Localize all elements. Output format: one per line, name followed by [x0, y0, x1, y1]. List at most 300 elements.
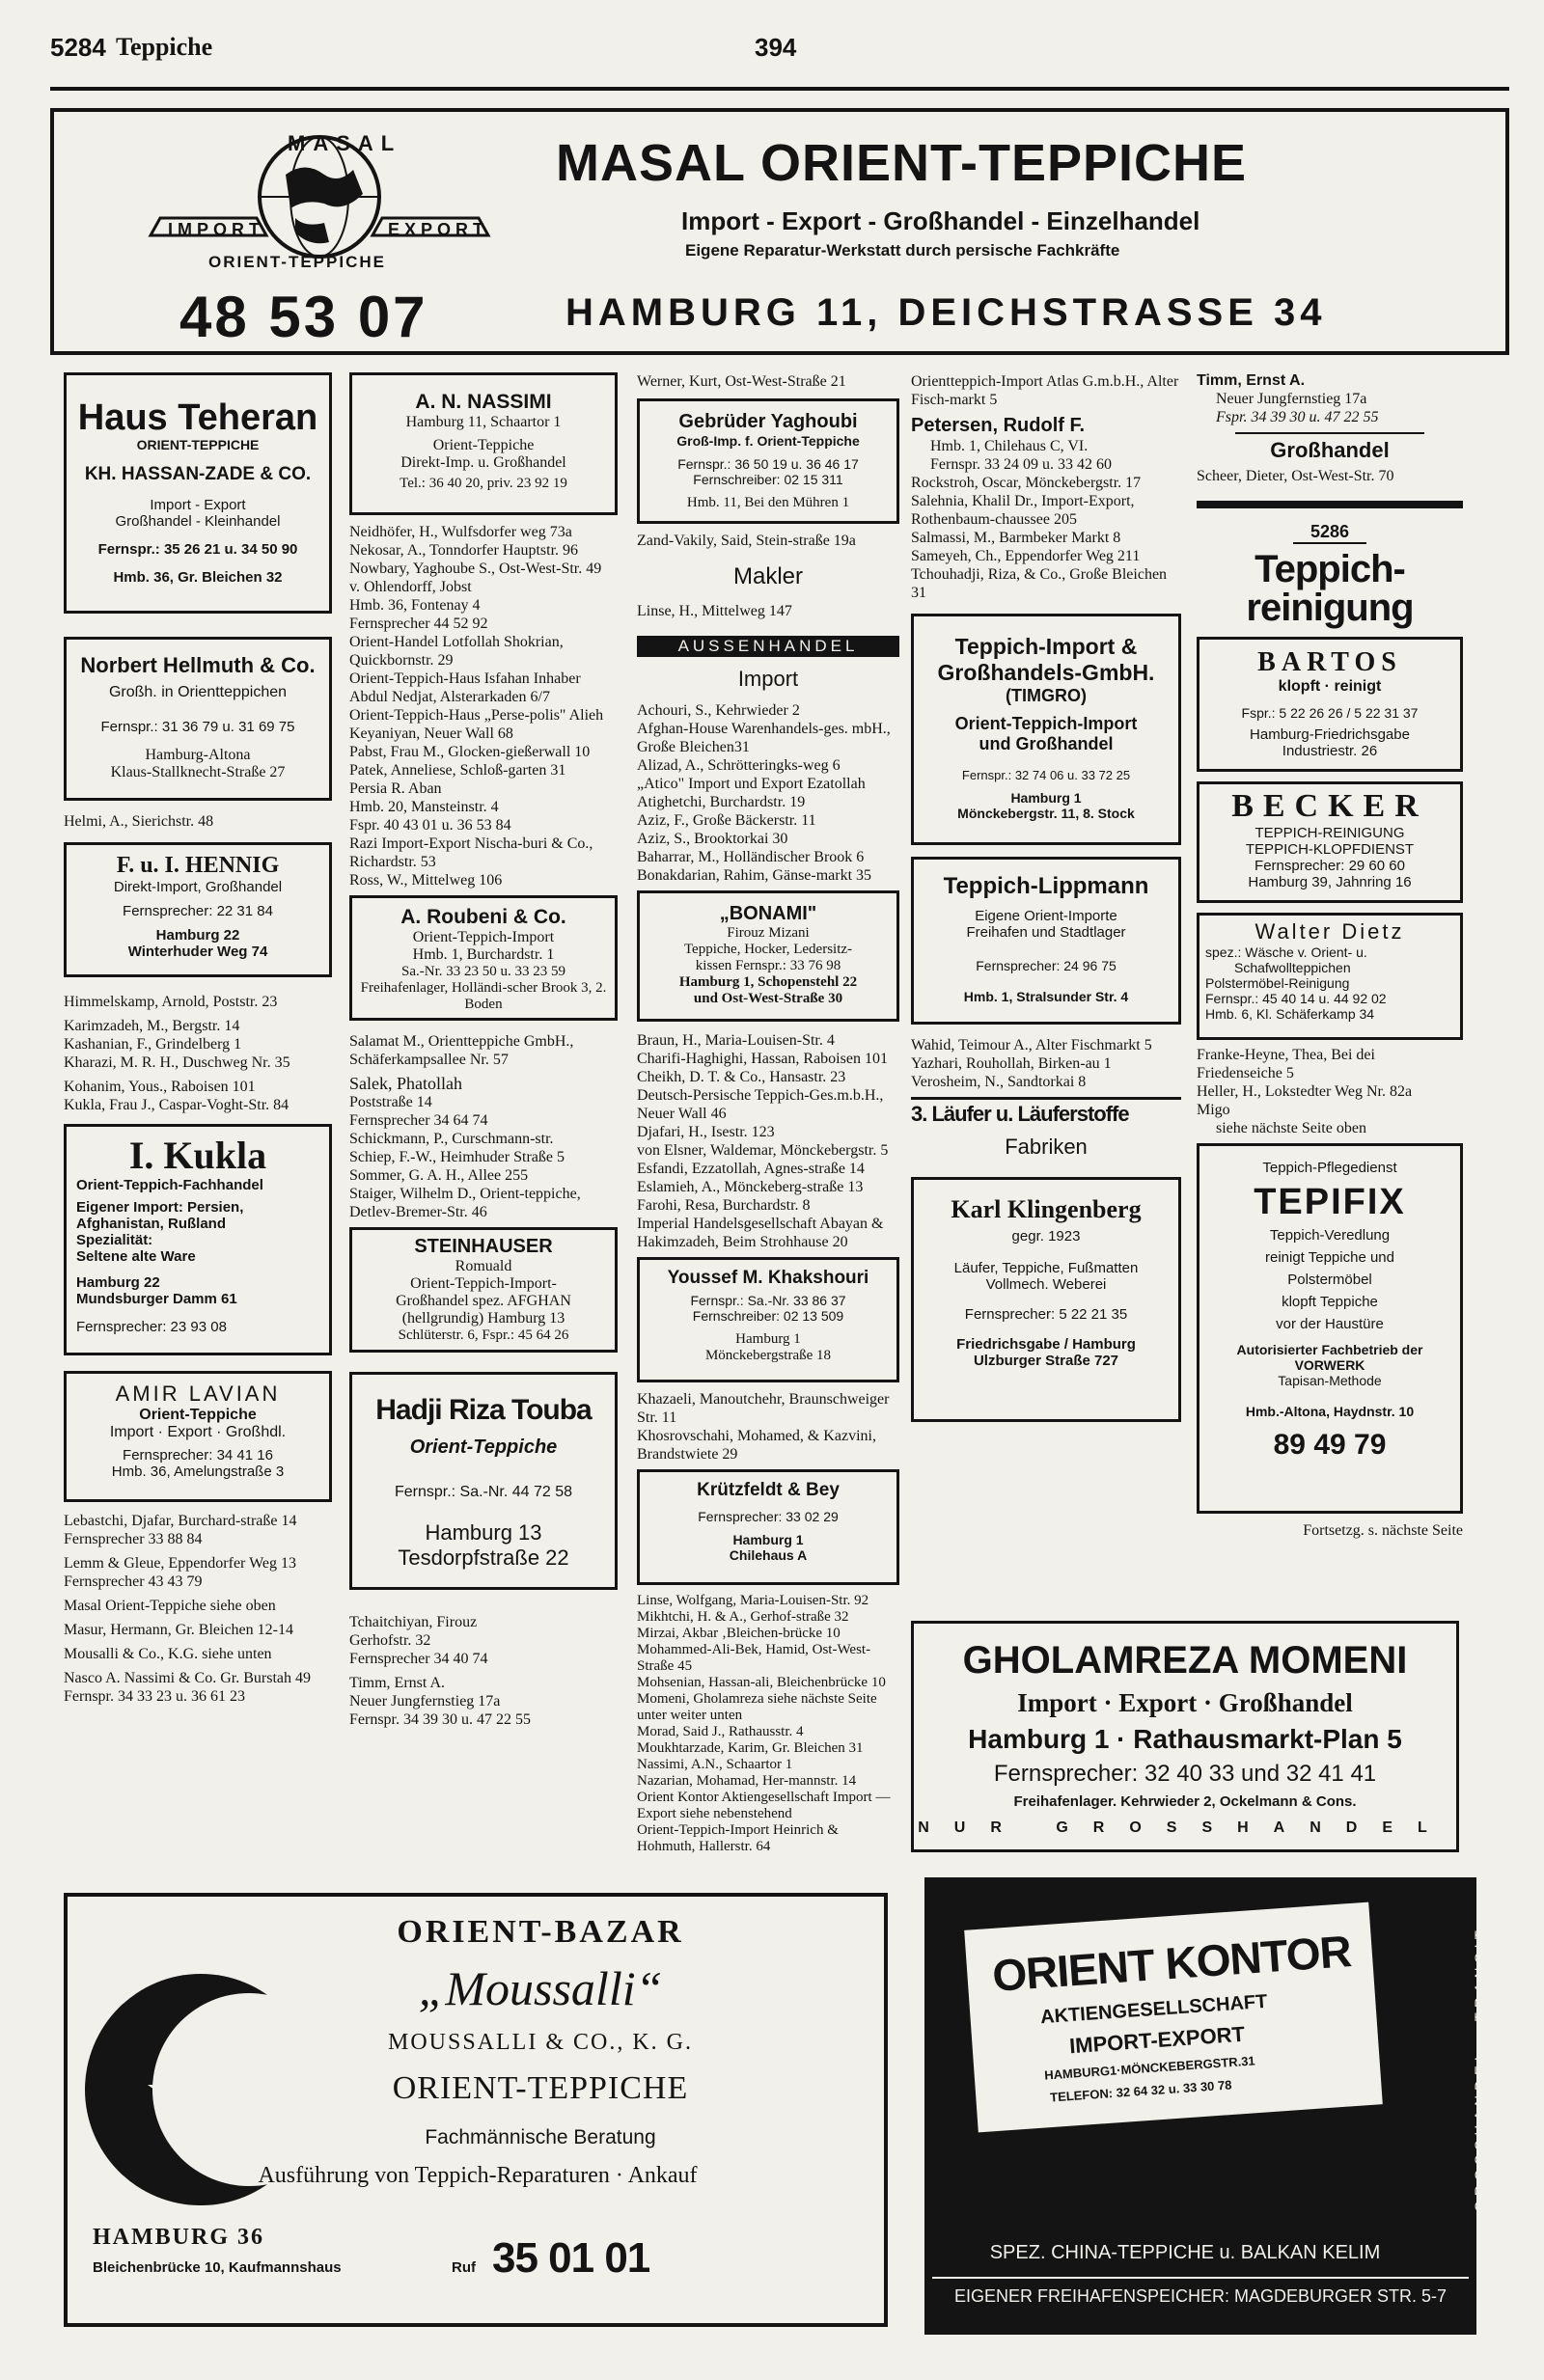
- section-rule: [1197, 501, 1463, 508]
- list-item: Karimzadeh, M., Bergstr. 14: [64, 1018, 240, 1034]
- lippmann-phone: Fernsprecher: 24 96 75: [976, 958, 1117, 973]
- list-item: Timm, Ernst A.: [349, 1675, 445, 1691]
- hennig-line1: Direkt-Import, Großhandel: [113, 879, 283, 895]
- heading-reinigung-1: Teppich-: [1254, 548, 1405, 590]
- list-item: Aziz, S., Brooktorkai 30: [637, 831, 788, 847]
- list-item: Afghan-House Warenhandels-ges. mbH., Große Bleichen31: [637, 721, 891, 755]
- roubeni-phone: Sa.-Nr. 33 23 50 u. 33 23 59: [401, 964, 565, 979]
- list-item: Sommer, G. A. H., Allee 255: [349, 1167, 529, 1184]
- momeni-grosshandel: NUR GROSSHANDEL: [918, 1819, 1452, 1836]
- list-item: Sameyeh, Ch., Eppendorfer Weg 211: [911, 548, 1141, 564]
- list-item: Khazaeli, Manoutchehr, Braunschweiger Str. 11: [637, 1391, 890, 1426]
- list-item: Ross, W., Mittelweg 106: [349, 872, 503, 889]
- tepifix-name: TEPIFIX: [1254, 1182, 1406, 1222]
- list-item: Pabst, Frau M., Glocken-gießerwall 10: [349, 744, 591, 760]
- dietz-line1: spez.: Wäsche v. Orient- u.: [1205, 944, 1367, 960]
- list-item: Orient-Teppich-Haus Isfahan Inhaber Abdul Nedjat, Alsterarkaden 6/7: [349, 670, 581, 705]
- hellmuth-street: Klaus-Stallknecht-Straße 27: [110, 764, 286, 780]
- list-item: Salmassi, M., Barmbeker Markt 8: [911, 530, 1121, 546]
- hellmuth-name: Norbert Hellmuth & Co.: [80, 653, 316, 677]
- momeni-phone: Fernsprecher: 32 40 33 und 32 41 41: [993, 1761, 1377, 1787]
- touba-street: Tesdorpfstraße 22: [398, 1546, 569, 1570]
- yaghoubi-telex: Fernschreiber: 02 15 311: [693, 472, 843, 487]
- bonami-address1: Hamburg 1, Schopenstehl 22: [678, 974, 858, 990]
- list-item: Lemm & Gleue, Eppendorfer Weg 13: [64, 1555, 297, 1572]
- list-item: Moukhtarzade, Karim, Gr. Bleichen 31: [637, 1740, 864, 1756]
- timgro-line2: und Großhandel: [979, 734, 1114, 753]
- list-item: Mikhtchi, H. & A., Gerhof-straße 32: [637, 1609, 849, 1625]
- ad-orient-bazar: [64, 1893, 888, 2327]
- ad-steinhauser: [349, 1227, 618, 1353]
- masal-workshop: Eigene Reparatur-Werkstatt durch persische Fachkräfte: [685, 241, 1120, 260]
- heading-aussenhandel: AUSSENHANDEL: [637, 636, 899, 657]
- yaghoubi-address: Hmb. 11, Bei den Mühren 1: [686, 495, 850, 510]
- lavian-line1: Orient-Teppiche: [139, 1407, 257, 1423]
- lippmann-line1: Eigene Orient-Importe: [975, 908, 1117, 924]
- tepifix-line2: reinigt Teppiche und: [1265, 1249, 1394, 1266]
- tepifix-line1: Teppich-Veredlung: [1269, 1227, 1391, 1244]
- timgro-name2: Großhandels-GmbH.: [937, 660, 1155, 685]
- list-item: Franke-Heyne, Thea, Bei dei Friedenseiche 5: [1197, 1047, 1375, 1081]
- kontor-spez: SPEZ. CHINA-TEPPICHE u. BALKAN KELIM: [989, 2242, 1381, 2263]
- masal-logo-caption: ORIENT-TEPPICHE: [208, 253, 386, 271]
- timgro-city: Hamburg 1: [1010, 790, 1082, 806]
- section-code: 5286: [1293, 522, 1366, 544]
- heading-reinigung-2: reinigung: [1246, 587, 1414, 629]
- khakshouri-city: Hamburg 1: [735, 1331, 801, 1347]
- lippmann-name: Teppich-Lippmann: [943, 873, 1149, 899]
- page-header: [50, 33, 1507, 71]
- ad-becker: [1197, 781, 1463, 903]
- list-col4-d: [911, 1036, 1181, 1091]
- list-item: Neuer Jungfernstieg 17a: [349, 1693, 501, 1710]
- kukla-line4: Seltene alte Ware: [76, 1248, 196, 1265]
- bazar-ruf: Ruf: [452, 2259, 476, 2276]
- list-col3-b: [637, 1031, 899, 1251]
- lavian-phone: Fernsprecher: 34 41 16: [123, 1447, 273, 1464]
- entry-werner: Werner, Kurt, Ost-West-Straße 21: [637, 373, 846, 390]
- list-item: Hmb. 1, Chilehaus C, VI.: [930, 438, 1089, 454]
- kruetzfeldt-city: Hamburg 1: [732, 1532, 804, 1547]
- list-item: Salek, Phatollah: [349, 1074, 462, 1093]
- bonami-phone: kissen Fernspr.: 33 76 98: [695, 958, 841, 973]
- column-5: [1197, 372, 1463, 1540]
- bazar-repair: Ausführung von Teppich-Reparaturen · Ankauf: [258, 2163, 698, 2188]
- tepifix-top: Teppich-Pflegedienst: [1262, 1160, 1397, 1176]
- bonami-line1: Firouz Mizani: [727, 925, 810, 941]
- nassimi-line3: Direkt-Imp. u. Großhandel: [400, 454, 566, 471]
- list-item: Mohsenian, Hassan-ali, Bleichenbrücke 10: [637, 1675, 886, 1690]
- ad-orient-kontor: [924, 1877, 1489, 2335]
- ad-lavian: [64, 1371, 332, 1502]
- list-item: Fernspr. 33 24 09 u. 33 42 60: [930, 456, 1112, 473]
- hellmuth-phone: Fernspr.: 31 36 79 u. 31 69 75: [100, 719, 295, 735]
- list-item: Fernsprecher 44 52 92: [349, 616, 488, 632]
- klingenberg-line1: gegr. 1923: [1011, 1228, 1081, 1245]
- list-item: Mohammed-Ali-Bek, Hamid, Ost-West-Straße 45: [637, 1642, 871, 1674]
- list-col2-b: [349, 1032, 618, 1221]
- bazar-script: „Moussalli“: [418, 1961, 663, 2015]
- klingenberg-line3: Vollmech. Weberei: [985, 1276, 1107, 1293]
- bazar-address: Bleichenbrücke 10, Kaufmannshaus: [93, 2259, 342, 2276]
- list-item: Fernsprecher 33 88 84: [64, 1531, 203, 1547]
- header-rule: [50, 87, 1509, 91]
- bartos-line1: klopft · reinigt: [1278, 678, 1382, 695]
- masal-export-label: EXPORT: [388, 220, 489, 239]
- klingenberg-city: Friedrichsgabe / Hamburg: [956, 1336, 1136, 1353]
- ad-khakshouri: [637, 1257, 899, 1382]
- list-item: Tchaitchiyan, Firouz: [349, 1614, 478, 1630]
- teheran-name: Haus Teheran: [77, 397, 318, 438]
- lippmann-address: Hmb. 1, Stralsunder Str. 4: [963, 989, 1129, 1004]
- list-item: Wahid, Teimour A., Alter Fischmarkt 5: [911, 1037, 1152, 1053]
- ad-roubeni: [349, 895, 618, 1021]
- masal-phone: 48 53 07: [179, 285, 428, 349]
- list-item: Farohi, Resa, Burchardstr. 8: [637, 1197, 811, 1214]
- bartos-city: Hamburg-Friedrichsgabe: [1250, 726, 1410, 743]
- tepifix-line8: Tapisan-Methode: [1278, 1373, 1382, 1388]
- tepifix-phone: 89 49 79: [1273, 1429, 1387, 1461]
- list-item: Salamat M., Orientteppiche GmbH., Schäferkampsallee Nr. 57: [349, 1033, 574, 1068]
- ad-kruetzfeldt: [637, 1469, 899, 1585]
- tepifix-line4: klopft Teppiche: [1282, 1294, 1378, 1310]
- khakshouri-name: Youssef M. Khakshouri: [667, 1268, 869, 1288]
- list-item: Orient-Handel Lotfollah Shokrian, Quickbornstr. 29: [349, 634, 564, 669]
- list-item: Fernsprecher 34 40 74: [349, 1651, 488, 1667]
- list-item: Djafari, H., Isestr. 123: [637, 1124, 775, 1140]
- yaghoubi-phone: Fernspr.: 36 50 19 u. 36 46 17: [677, 456, 859, 472]
- ad-timgro: [911, 614, 1181, 845]
- ad-momeni: [911, 1621, 1459, 1852]
- ad-lippmann: [911, 857, 1181, 1025]
- kukla-name: I. Kukla: [128, 1134, 267, 1177]
- column-1: [64, 372, 332, 1711]
- roubeni-line2: Hmb. 1, Burchardstr. 1: [412, 946, 555, 963]
- list-item: Orientteppich-Import Atlas G.m.b.H., Alter Fisch-markt 5: [911, 373, 1179, 408]
- page-ref: 5284: [50, 33, 106, 62]
- list-item: Schickmann, P., Curschmann-str.: [349, 1131, 554, 1147]
- steinhauser-line5: Schlüterstr. 6, Fspr.: 45 64 26: [398, 1327, 569, 1343]
- momeni-freihafen: Freihafenlager. Kehrwieder 2, Ockelmann & Cons.: [1013, 1793, 1357, 1810]
- teheran-owner: KH. HASSAN-ZADE & CO.: [84, 464, 312, 484]
- list-item: Himmelskamp, Arnold, Poststr. 23: [64, 994, 278, 1010]
- kukla-phone: Fernsprecher: 23 93 08: [76, 1319, 227, 1335]
- tepifix-line7: VORWERK: [1294, 1357, 1365, 1373]
- list-col5-a: [1197, 1046, 1463, 1137]
- list-item: Salehnia, Khalil Dr., Import-Export, Rothenbaum-chaussee 205: [911, 493, 1135, 528]
- list-item: Yazhari, Rouhollah, Birken-au 1: [911, 1055, 1112, 1072]
- kukla-line5: Hamburg 22: [76, 1274, 160, 1291]
- dietz-phone: Fernspr.: 45 40 14 u. 44 92 02: [1205, 991, 1387, 1006]
- bonami-name: „BONAMI": [719, 903, 817, 924]
- momeni-line2: Hamburg 1 · Rathausmarkt-Plan 5: [968, 1724, 1402, 1754]
- list-item: Linse, Wolfgang, Maria-Louisen-Str. 92: [637, 1593, 869, 1608]
- bazar-name: ORIENT-BAZAR: [397, 1914, 684, 1950]
- kontor-address: HAMBURG1·MÖNCKEBERGSTR.31: [1043, 2053, 1256, 2083]
- becker-line1: TEPPICH-REINIGUNG: [1254, 825, 1405, 841]
- ad-nassimi: [349, 372, 618, 515]
- ad-bonami: [637, 890, 899, 1022]
- list-col3-c: [637, 1390, 899, 1464]
- kukla-line1: Orient-Teppich-Fachhandel: [76, 1177, 263, 1193]
- hennig-phone: Fernsprecher: 22 31 84: [123, 903, 273, 919]
- touba-city: Hamburg 13: [425, 1520, 542, 1545]
- ad-hellmuth: [64, 637, 332, 801]
- klingenberg-phone: Fernsprecher: 5 22 21 35: [964, 1306, 1128, 1323]
- list-item: Mousalli & Co., K.G. siehe unten: [64, 1646, 272, 1662]
- nassimi-line1: Hamburg 11, Schaartor 1: [405, 414, 562, 430]
- touba-name: Hadji Riza Touba: [375, 1394, 592, 1426]
- roubeni-line1: Orient-Teppich-Import: [412, 929, 555, 945]
- heading-grosshandel: Großhandel: [1235, 432, 1424, 463]
- becker-address: Hamburg 39, Jahnring 16: [1248, 874, 1412, 890]
- heading-fabriken: Fabriken: [1005, 1135, 1088, 1159]
- ad-dietz: [1197, 913, 1463, 1040]
- list-item: Deutsch-Persische Teppich-Ges.m.b.H., Neuer Wall 46: [637, 1087, 884, 1122]
- kontor-ag: AKTIENGESELLSCHAFT: [1039, 1990, 1269, 2029]
- bazar-beratung: Fachmännische Beratung: [425, 2126, 656, 2148]
- list-item: Mirzai, Akbar ‚Bleichen-brücke 10: [637, 1626, 841, 1641]
- dietz-line3: Polstermöbel-Reinigung: [1205, 975, 1350, 991]
- list-item: Kukla, Frau J., Caspar-Voght-Str. 84: [64, 1097, 290, 1113]
- list-item: Fernspr. 34 39 30 u. 47 22 55: [349, 1711, 531, 1728]
- list-item: Nassimi, A.N., Schaartor 1: [637, 1757, 793, 1772]
- klingenberg-name: Karl Klingenberg: [951, 1195, 1142, 1223]
- ad-kukla: [64, 1124, 332, 1355]
- timm-street: Neuer Jungfernstieg 17a: [1216, 391, 1367, 407]
- steinhauser-line3: Großhandel spez. AFGHAN: [396, 1293, 571, 1309]
- yaghoubi-name: Gebrüder Yaghoubi: [678, 411, 858, 432]
- list-item: Nowbary, Yaghoube S., Ost-West-Str. 49: [349, 561, 602, 577]
- list-item: Imperial Handelsgesellschaft Abayan & Hakimzadeh, Beim Strohhause 20: [637, 1216, 884, 1250]
- hennig-name: F. u. I. HENNIG: [116, 853, 280, 878]
- list-item: Morad, Said J., Rathausstr. 4: [637, 1724, 804, 1739]
- continuation-note: Fortsetzg. s. nächste Seite: [1303, 1522, 1463, 1539]
- column-4: [911, 372, 1181, 1422]
- hellmuth-line1: Großh. in Orientteppichen: [108, 684, 288, 700]
- khakshouri-telex: Fernschreiber: 02 13 509: [692, 1308, 844, 1324]
- list-item: Orient-Teppich-Haus „Perse-polis" Alieh Keyaniyan, Neuer Wall 68: [349, 707, 604, 742]
- hennig-street: Winterhuder Weg 74: [127, 944, 268, 960]
- list-item: Schiep, F.-W., Heimhuder Straße 5: [349, 1149, 565, 1165]
- ad-klingenberg: [911, 1177, 1181, 1422]
- list-item: Kashanian, F., Grindelberg 1: [64, 1036, 242, 1053]
- list-item: siehe nächste Seite oben: [1216, 1120, 1366, 1136]
- ad-bartos: [1197, 637, 1463, 772]
- list-item: Kohanim, Yous., Raboisen 101: [64, 1079, 256, 1095]
- list-item: Orient Kontor Aktiengesellschaft Import — Export siehe nebenstehend: [637, 1790, 891, 1821]
- list-item: Staiger, Wilhelm D., Orient-teppiche, Detlev-Bremer-Str. 46: [349, 1186, 581, 1220]
- timgro-name3: (TIMGRO): [1006, 686, 1087, 705]
- ad-yaghoubi: [637, 398, 899, 524]
- lavian-line2: Import · Export · Großhdl.: [109, 1424, 287, 1440]
- list-item: Orient-Teppich-Import Heinrich & Hohmuth, Hallerstr. 64: [637, 1822, 839, 1854]
- list-item: Cheikh, D. T. & Co., Hansastr. 23: [637, 1069, 846, 1085]
- masal-services: Import - Export - Großhandel - Einzelhandel: [681, 206, 1200, 235]
- list-col4-b: [930, 437, 1181, 474]
- list-item: Fernspr. 34 33 23 u. 36 61 23: [64, 1688, 245, 1705]
- list-item: Poststraße 14: [349, 1094, 432, 1110]
- ad-haus-teheran: [64, 372, 332, 614]
- momeni-line1: Import · Export · Großhandel: [1017, 1688, 1353, 1717]
- list-item: von Elsner, Waldemar, Mönckebergstr. 5: [637, 1142, 889, 1159]
- list-item: Razi Import-Export Nischa-buri & Co., Richardstr. 53: [349, 835, 593, 870]
- masal-import-label: IMPORT: [168, 220, 264, 239]
- list-item: v. Ohlendorff, Jobst: [349, 579, 472, 595]
- heading-laeufer: 3. Läufer u. Läuferstoffe: [911, 1097, 1181, 1127]
- list-item: Braun, H., Maria-Louisen-Str. 4: [637, 1032, 835, 1049]
- hellmuth-city: Hamburg-Altona: [145, 747, 251, 763]
- yaghoubi-line1: Groß-Imp. f. Orient-Teppiche: [676, 433, 860, 449]
- kontor-side-text: GROSSHANDEL · TRANSIT: [1472, 1926, 1489, 2212]
- nassimi-name: A. N. NASSIMI: [415, 391, 552, 413]
- masal-ad: [50, 108, 1509, 355]
- entry-scheer: Scheer, Dieter, Ost-West-Str. 70: [1197, 468, 1394, 484]
- kukla-line2: Eigener Import: Persien, Afghanistan, Rußland: [76, 1199, 244, 1232]
- touba-sub: Orient-Teppiche: [409, 1436, 558, 1458]
- becker-name: BECKER: [1231, 788, 1428, 824]
- dietz-name: Walter Dietz: [1254, 919, 1405, 944]
- heading-import: Import: [737, 667, 799, 691]
- list-item: Hmb. 36, Fontenay 4: [349, 597, 481, 614]
- list-item: Momeni, Gholamreza siehe nächste Seite unter weiter unten: [637, 1691, 877, 1723]
- kukla-line6: Mundsburger Damm 61: [76, 1291, 237, 1307]
- masal-title: MASAL ORIENT-TEPPICHE: [556, 134, 1248, 192]
- klingenberg-line2: Läufer, Teppiche, Fußmatten: [953, 1260, 1139, 1276]
- bazar-phone: 35 01 01: [492, 2234, 650, 2282]
- list-item: Kharazi, M. R. H., Duschweg Nr. 35: [64, 1054, 290, 1071]
- khakshouri-street: Mönckebergstraße 18: [704, 1348, 832, 1363]
- list-col4-c: [911, 474, 1181, 602]
- kruetzfeldt-name: Krützfeldt & Bey: [697, 1480, 840, 1500]
- timgro-line1: Orient-Teppich-Import: [954, 714, 1138, 733]
- ad-hennig: [64, 842, 332, 977]
- bonami-line2: Teppiche, Hocker, Ledersitz-: [683, 942, 853, 957]
- dietz-address: Hmb. 6, Kl. Schäferkamp 34: [1205, 1006, 1375, 1022]
- list-item: Tchouhadji, Riza, & Co., Große Bleichen 31: [911, 566, 1168, 601]
- column-2: [349, 372, 618, 1735]
- list-item: Achouri, S., Kehrwieder 2: [637, 702, 800, 719]
- khakshouri-phone: Fernspr.: Sa.-Nr. 33 86 37: [690, 1293, 846, 1308]
- becker-phone: Fernsprecher: 29 60 60: [1254, 858, 1405, 874]
- list-col2-a: [349, 523, 618, 889]
- list-item: Bonakdarian, Rahim, Gänse-markt 35: [637, 867, 872, 884]
- list-item: Eslamieh, A., Mönckeberg-straße 13: [637, 1179, 864, 1195]
- tepifix-line3: Polstermöbel: [1287, 1272, 1372, 1288]
- kontor-import: IMPORT-EXPORT: [1068, 2021, 1246, 2059]
- list-col1-a: [64, 993, 332, 1114]
- timgro-street: Mönckebergstr. 11, 8. Stock: [957, 806, 1135, 821]
- list-item: Nekosar, A., Tonndorfer Hauptstr. 96: [349, 542, 579, 559]
- bazar-city: HAMBURG 36: [93, 2225, 264, 2250]
- entry-zand: Zand-Vakily, Said, Stein-straße 19a: [637, 533, 856, 549]
- bartos-name: BARTOS: [1257, 647, 1402, 677]
- list-item: Lebastchi, Djafar, Burchard-straße 14: [64, 1513, 297, 1529]
- list-item: Khosrovschahi, Mohamed, & Kazvini, Brandstwiete 29: [637, 1428, 876, 1463]
- timgro-phone: Fernspr.: 32 74 06 u. 33 72 25: [961, 768, 1131, 782]
- kontor-rule: [932, 2277, 1469, 2279]
- column-3: [637, 372, 899, 1855]
- tepifix-line6: Autorisierter Fachbetrieb der: [1236, 1342, 1423, 1357]
- list-item: Migo: [1197, 1102, 1230, 1118]
- steinhauser-line2: Orient-Teppich-Import-: [410, 1275, 557, 1292]
- lavian-address: Hmb. 36, Amelungstraße 3: [111, 1464, 285, 1480]
- ad-touba: [349, 1372, 618, 1590]
- roubeni-freihafen: Freihafenlager, Holländi-scher Brook 3, 2. Boden: [360, 980, 607, 1012]
- entry-timm: Timm, Ernst A.: [1197, 372, 1306, 389]
- kruetzfeldt-phone: Fernsprecher: 33 02 29: [698, 1509, 839, 1524]
- steinhauser-line1: Romuald: [455, 1258, 512, 1274]
- heading-makler: Makler: [732, 563, 803, 589]
- list-item: „Atico" Import und Export Ezatollah Atighetchi, Burchardstr. 19: [637, 776, 866, 810]
- teheran-sub: ORIENT-TEPPICHE: [136, 437, 260, 452]
- lavian-name: AMIR LAVIAN: [115, 1381, 281, 1406]
- list-item: Fernsprecher 43 43 79: [64, 1573, 203, 1590]
- list-item: Nasco A. Nassimi & Co. Gr. Burstah 49: [64, 1670, 311, 1686]
- list-col3-d: [637, 1593, 899, 1855]
- teheran-line1: Import - Export: [150, 497, 246, 513]
- list-col4-a: [911, 372, 1181, 409]
- list-item: Baharrar, M., Holländischer Brook 6: [637, 849, 865, 865]
- list-item: Rockstroh, Oscar, Mönckebergstr. 17: [911, 475, 1142, 491]
- list-col1-b: [64, 1512, 332, 1706]
- masal-address: HAMBURG 11, DEICHSTRASSE 34: [565, 291, 1327, 334]
- steinhauser-name: STEINHAUSER: [414, 1236, 553, 1257]
- bartos-street: Industriestr. 26: [1282, 743, 1378, 759]
- list-item: Hmb. 20, Mansteinstr. 4: [349, 799, 499, 815]
- list-item: Nazarian, Mohamad, Her-mannstr. 14: [637, 1773, 857, 1789]
- tepifix-line5: vor der Haustüre: [1276, 1316, 1384, 1332]
- page-number: 394: [755, 33, 797, 62]
- list-item: Alizad, A., Schrötteringks-weg 6: [637, 757, 841, 774]
- teheran-phone: Fernspr.: 35 26 21 u. 34 50 90: [97, 541, 298, 558]
- hennig-city: Hamburg 22: [155, 927, 240, 944]
- kontor-phone: TELEFON: 32 64 32 u. 33 30 78: [1049, 2077, 1232, 2105]
- list-item: Fspr. 40 43 01 u. 36 53 84: [349, 817, 511, 834]
- lippmann-line2: Freihafen und Stadtlager: [966, 924, 1126, 941]
- teheran-line2: Großhandel - Kleinhandel: [115, 513, 281, 530]
- timgro-name1: Teppich-Import &: [954, 634, 1138, 659]
- masal-badge: MASAL: [288, 131, 402, 155]
- list-item: Verosheim, N., Sandtorkai 8: [911, 1074, 1087, 1090]
- list-item: Neidhöfer, H., Wulfsdorfer weg 73a: [349, 524, 572, 540]
- touba-phone: Fernspr.: Sa.-Nr. 44 72 58: [394, 1484, 573, 1500]
- bonami-address2: und Ost-West-Straße 30: [693, 991, 843, 1006]
- momeni-name: GHOLAMREZA MOMENI: [962, 1639, 1408, 1682]
- list-item: Gerhofstr. 32: [349, 1632, 431, 1649]
- bazar-teppiche: ORIENT-TEPPICHE: [392, 2070, 689, 2106]
- becker-line2: TEPPICH-KLOPFDIENST: [1245, 841, 1415, 858]
- list-col2-c: [349, 1613, 618, 1729]
- list-item: Persia R. Aban: [349, 780, 442, 797]
- list-item: Aziz, F., Große Bäckerstr. 11: [637, 812, 816, 829]
- list-item: Esfandi, Ezzatollah, Agnes-straße 14: [637, 1161, 865, 1177]
- list-item: Masur, Hermann, Gr. Bleichen 12-14: [64, 1622, 293, 1638]
- dietz-line2: Schafwollteppichen: [1234, 960, 1351, 975]
- tepifix-address: Hmb.-Altona, Haydnstr. 10: [1245, 1404, 1415, 1419]
- entry-petersen: Petersen, Rudolf F.: [911, 415, 1086, 436]
- list-item: Masal Orient-Teppiche siehe oben: [64, 1598, 276, 1614]
- page-section-title: Teppiche: [116, 33, 213, 61]
- kontor-name: ORIENT KONTOR: [990, 1926, 1353, 2001]
- list-item: Heller, H., Lokstedter Weg Nr. 82a: [1197, 1083, 1413, 1100]
- kukla-line3: Spezialität:: [76, 1232, 153, 1248]
- ad-tepifix: [1197, 1143, 1463, 1514]
- list-col3-a: [637, 701, 899, 885]
- entry-linse: Linse, H., Mittelweg 147: [637, 603, 792, 619]
- list-item: Fernsprecher 34 64 74: [349, 1112, 488, 1129]
- list-item: Patek, Anneliese, Schloß-garten 31: [349, 762, 566, 779]
